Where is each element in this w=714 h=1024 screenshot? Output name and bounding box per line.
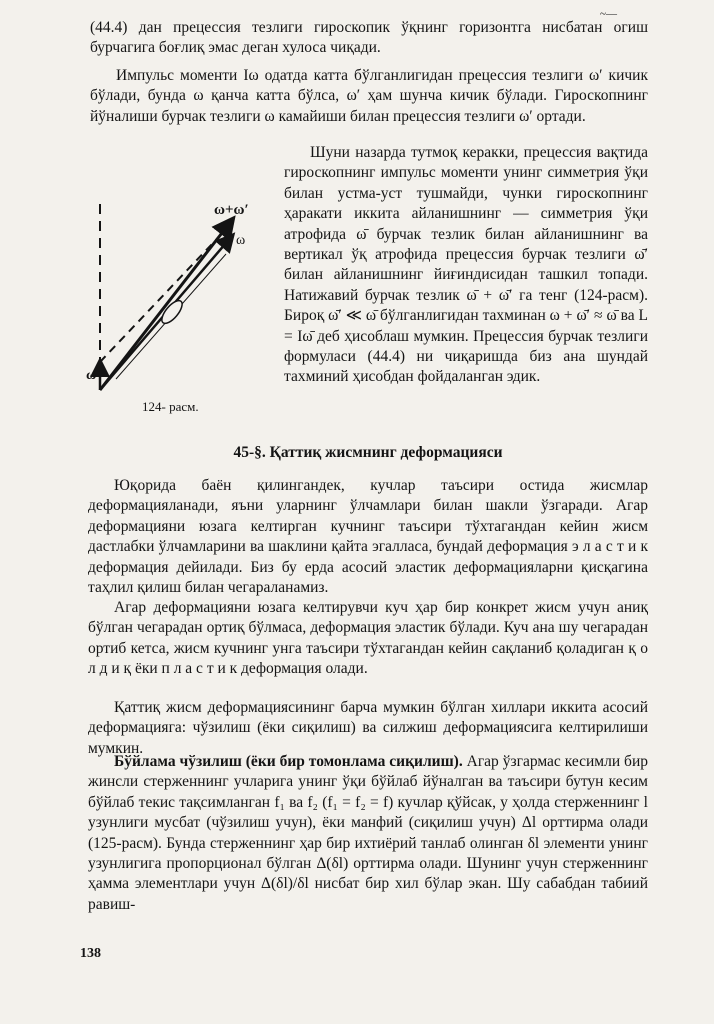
paragraph-2: [90, 66, 648, 127]
label-omega-prime: ω′: [86, 368, 101, 383]
subsection-title: Бўйлама чўзилиш (ёки бир томонлама сиқилиш).: [114, 753, 463, 770]
paragraph-body: Агар ўзгармас кесимли бир жинсли стерженнинг учларига унинг ўқи бўйлаб йўналган ва таъсири бутун кесим бўйлаб текис тақсимланган f₁ ва f₂ (f₁ = f₂ = f) кучлар қўйсак, у ҳолда стерженнинг l узунлиги мусбат (чўзилиш учун), ёки манфий (сиқилиш учун) Δl орттирма олади (125-расм). Бунда стерженнинг ҳар бир ихтиёрий танлаб олинган δl элементи унинг узунлигига пропорционал бўлган Δ(δl) орттирма олади. Шунинг учун стерженнинг ҳамма элементлари учун Δ(δl)/δl нисбат бир хил бўлар экан. Шу сабабдан табиий равиш-: [88, 753, 648, 913]
paragraph-text: Қаттиқ жисм деформациясининг барча мумкин бўлган хиллари иккита асосий деформацияга: чўзилиш (ёки сиқилиш) ва силжиш деформациясига келтирилиши мумкин.: [88, 699, 648, 757]
paragraph-7: [88, 752, 648, 915]
figure-124: [86, 194, 280, 400]
paragraph-text: Юқорида баён қилингандек, кучлар таъсири остида жисмлар деформацияланади, яъни уларнинг ўлчамлари билан шакли ўзгаради. Агар деформацияни юзага келтирган кучнинг таъсири тўхтагандан кейин жисм дастлабки ўлчамларини ва шаклини қайта эгалласа, бундай деформация э л а с т и к деформация дейилади. Биз бу ерда асосий эластик деформацияларни қисқагина таҳлил қилиш билан чегараланамиз.: [88, 477, 648, 597]
stray-mark: ~—: [600, 8, 617, 20]
paragraph-text: [88, 752, 648, 915]
precession-vector-diagram: [86, 194, 280, 400]
paragraph-5: [88, 598, 648, 680]
paragraph-text: Импульс моменти Iω одатда катта бўлганлигидан прецессия тезлиги ω′ кичик бўлади, бунда ω қанча катта бўлса, ω′ ҳам шунча кичик бўлади. Гироскопнинг йўналиши бурчак тезлиги ω камайиши билан прецессия тезлиги ω′ ортади.: [90, 67, 648, 125]
figure-caption: 124- расм.: [142, 399, 199, 414]
label-omega-plus-omega-prime: ω+ω′: [214, 202, 249, 218]
section-heading: 45-§. Қаттиқ жисмнинг деформацияси: [233, 444, 503, 461]
paragraph-3: [284, 143, 648, 388]
paragraph-text: Агар деформацияни юзага келтирувчи куч ҳар бир конкрет жисм учун аниқ бўлган чегарадан ортиқ бўлмаса, деформация эластик бўлади. Куч ана шу чегарадан ортиб кетса, жисм кучнинг унга таъсири тўхтагандан кейин сақланиб қоладиган қ о л д и қ ёки п л а с т и к деформация олади.: [88, 599, 648, 678]
page-number: 138: [80, 946, 101, 961]
paragraph-text: Шуни назарда тутмоқ керакки, прецессия вақтида гироскопнинг импульс моменти унинг симметрия ўқи билан устма-уст тушмайди, чунки гироскопнинг ҳаракати иккита айланишнинг — симметрия ўқи атрофида ω̄ бурчак тезлик билан айланишнинг ва вертикал ўқ атрофида прецессия бурчак тезлиги ω̄′ билан айланишнинг йиғиндисидан ташкил топади. Натижавий бурчак тезлик ω̄ + ω̄′ га тенг (124-расм). Бироқ ω̄′ ≪ ω̄ бўлганлигидан тахминан ω + ω̄′ ≈ ω̄ ва L = Iω̄ деб ҳисоблаш мумкин. Прецессия бурчак тезлиги формуласи (44.4) ни чиқаришда биз ана шундай тахминий ҳисобдан фойдаланган эдик.: [284, 144, 648, 386]
gyroscope-disk: [158, 297, 185, 326]
label-omega: ω: [236, 233, 246, 248]
resultant-vector: [100, 220, 232, 390]
paragraph-6: [88, 698, 648, 759]
paragraph-1: [90, 18, 648, 59]
paragraph-4: [88, 476, 648, 598]
paragraph-text: (44.4) дан прецессия тезлиги гироскопик ўқнинг горизонтга нисбатан огиш бурчагига боғлиқ эмас деган хулоса чиқади.: [90, 19, 648, 57]
